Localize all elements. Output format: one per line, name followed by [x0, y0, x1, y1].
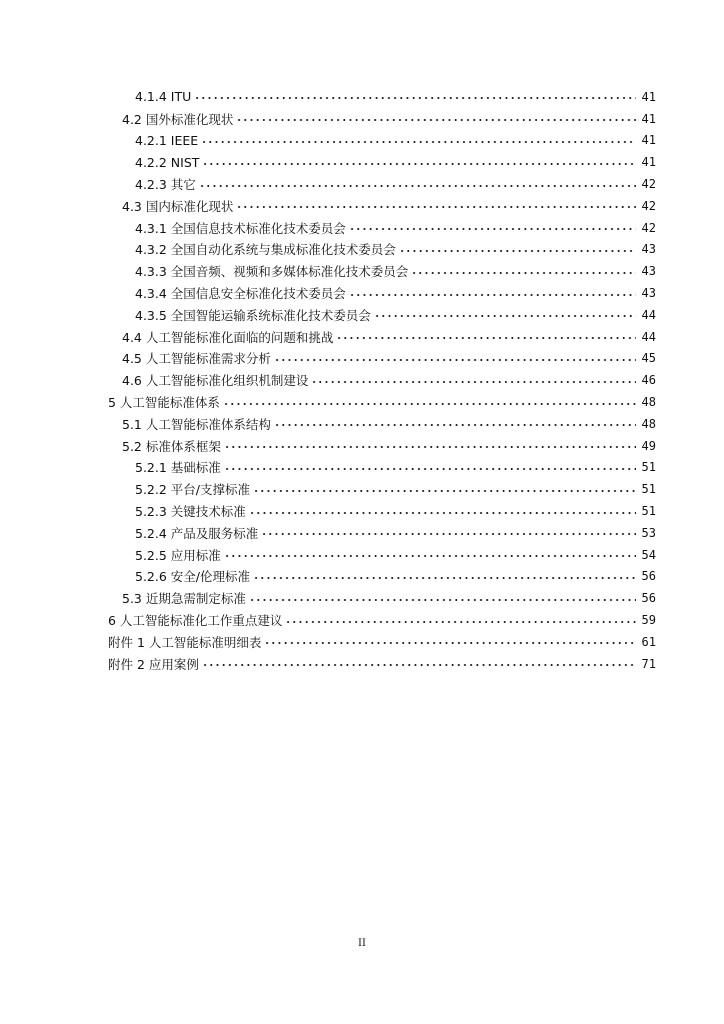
toc-entry-page-number: 42: [641, 220, 656, 235]
toc-entry[interactable]: [0, 217, 724, 239]
dot-leader: [336, 331, 636, 345]
toc-entry-page-number: 51: [641, 460, 656, 475]
dot-leader: [261, 527, 636, 541]
dot-leader: [274, 418, 636, 432]
toc-entry-page-number: 48: [641, 416, 656, 431]
toc-entry[interactable]: [0, 282, 724, 304]
toc-entry-label: 4.3.4 全国信息安全标准化技术委员会: [135, 286, 346, 302]
toc-entry[interactable]: [0, 500, 724, 522]
dot-leader: [249, 506, 636, 520]
toc-entry[interactable]: [0, 173, 724, 195]
toc-entry-label: 4.4 人工智能标准化面临的问题和挑战: [122, 329, 334, 345]
toc-entry[interactable]: [0, 304, 724, 326]
toc-entry-label: 4.1.4 ITU: [135, 89, 192, 105]
dot-leader: [202, 157, 636, 171]
toc-entry-label: 5.2.1 基础标准: [135, 460, 221, 476]
toc-entry-label: 5.3 近期急需制定标准: [122, 591, 246, 607]
toc-entry-label: 5.2.3 关键技术标准: [135, 504, 246, 520]
toc-entry-page-number: 41: [641, 133, 656, 148]
dot-leader: [224, 440, 636, 454]
toc-entry[interactable]: [0, 195, 724, 217]
toc-entry-page-number: 48: [641, 395, 656, 410]
toc-entry-label: 4.2 国外标准化现状: [122, 111, 234, 127]
toc-entry-label: 附件 2 应用案例: [108, 656, 199, 672]
toc-entry-label: 4.3.2 全国自动化系统与集成标准化技术委员会: [135, 242, 396, 258]
toc-entry-page-number: 42: [641, 177, 656, 192]
toc-entry-page-number: 41: [641, 89, 656, 104]
toc-entry-page-number: 59: [641, 613, 656, 628]
dot-leader: [411, 266, 636, 280]
toc-entry-label: 5.2 标准体系框架: [122, 438, 221, 454]
dot-leader: [236, 200, 636, 214]
toc-entry-label: 4.2.2 NIST: [135, 154, 200, 170]
toc-entry[interactable]: [0, 653, 724, 675]
toc-entry-page-number: 71: [641, 656, 656, 671]
toc-entry[interactable]: [0, 86, 724, 108]
toc-entry[interactable]: [0, 435, 724, 457]
table-of-contents: [0, 86, 724, 675]
toc-entry[interactable]: [0, 108, 724, 130]
toc-entry-page-number: 46: [641, 373, 656, 388]
toc-entry-label: 5.2.2 平台/支撑标准: [135, 482, 250, 498]
toc-entry[interactable]: [0, 130, 724, 152]
toc-entry-label: 4.2.1 IEEE: [135, 132, 199, 148]
dot-leader: [349, 288, 636, 302]
toc-entry[interactable]: [0, 151, 724, 173]
toc-entry[interactable]: [0, 239, 724, 261]
dot-leader: [349, 222, 636, 236]
dot-leader: [202, 658, 636, 672]
toc-entry-page-number: 51: [641, 482, 656, 497]
toc-entry-page-number: 44: [641, 329, 656, 344]
toc-entry-label: 附件 1 人工智能标准明细表: [108, 634, 262, 650]
dot-leader: [249, 593, 636, 607]
toc-entry[interactable]: [0, 348, 724, 370]
toc-entry-page-number: 41: [641, 155, 656, 170]
dot-leader: [253, 484, 636, 498]
toc-entry[interactable]: [0, 457, 724, 479]
toc-entry-label: 5.1 人工智能标准体系结构: [122, 416, 271, 432]
toc-entry-page-number: 53: [641, 525, 656, 540]
toc-entry-label: 5.2.6 安全/伦理标准: [135, 569, 250, 585]
dot-leader: [264, 636, 636, 650]
toc-entry[interactable]: [0, 369, 724, 391]
dot-leader: [274, 353, 636, 367]
toc-entry-page-number: 41: [641, 111, 656, 126]
toc-entry-page-number: 49: [641, 438, 656, 453]
toc-entry-page-number: 54: [641, 547, 656, 562]
toc-entry-label: 4.3.5 全国智能运输系统标准化技术委员会: [135, 307, 371, 323]
toc-entry-label: 4.3 国内标准化现状: [122, 198, 234, 214]
toc-entry-page-number: 56: [641, 591, 656, 606]
dot-leader: [224, 549, 636, 563]
toc-entry-page-number: 56: [641, 569, 656, 584]
toc-entry-page-number: 43: [641, 286, 656, 301]
dot-leader: [194, 91, 636, 105]
toc-entry[interactable]: [0, 478, 724, 500]
toc-entry[interactable]: [0, 522, 724, 544]
toc-entry-page-number: 43: [641, 242, 656, 257]
dot-leader: [311, 375, 636, 389]
toc-entry-label: 5 人工智能标准体系: [108, 395, 220, 411]
dot-leader: [253, 571, 636, 585]
toc-entry-label: 5.2.4 产品及服务标准: [135, 525, 259, 541]
toc-entry[interactable]: [0, 609, 724, 631]
toc-entry-label: 4.2.3 其它: [135, 177, 196, 193]
toc-entry[interactable]: [0, 326, 724, 348]
toc-entry-label: 4.3.3 全国音频、视频和多媒体标准化技术委员会: [135, 264, 409, 280]
toc-entry-page-number: 44: [641, 307, 656, 322]
dot-leader: [223, 397, 636, 411]
toc-entry[interactable]: [0, 544, 724, 566]
dot-leader: [374, 309, 636, 323]
toc-entry[interactable]: [0, 260, 724, 282]
toc-entry-page-number: 43: [641, 264, 656, 279]
toc-entry-page-number: 51: [641, 504, 656, 519]
toc-entry[interactable]: [0, 631, 724, 653]
toc-entry[interactable]: [0, 566, 724, 588]
toc-entry-page-number: 45: [641, 351, 656, 366]
dot-leader: [285, 615, 636, 629]
dot-leader: [399, 244, 636, 258]
toc-entry-page-number: 42: [641, 198, 656, 213]
toc-entry-label: 4.3.1 全国信息技术标准化技术委员会: [135, 220, 346, 236]
toc-entry-label: 4.5 人工智能标准需求分析: [122, 351, 271, 367]
page-number: II: [358, 938, 366, 949]
dot-leader: [201, 135, 636, 149]
dot-leader: [236, 113, 636, 127]
toc-entry-page-number: 61: [641, 634, 656, 649]
toc-entry-label: 6 人工智能标准化工作重点建议: [108, 613, 283, 629]
toc-entry-label: 5.2.5 应用标准: [135, 547, 221, 563]
toc-entry[interactable]: [0, 391, 724, 413]
toc-entry[interactable]: [0, 587, 724, 609]
dot-leader: [199, 179, 636, 193]
toc-entry[interactable]: [0, 413, 724, 435]
dot-leader: [224, 462, 636, 476]
toc-entry-label: 4.6 人工智能标准化组织机制建设: [122, 373, 309, 389]
